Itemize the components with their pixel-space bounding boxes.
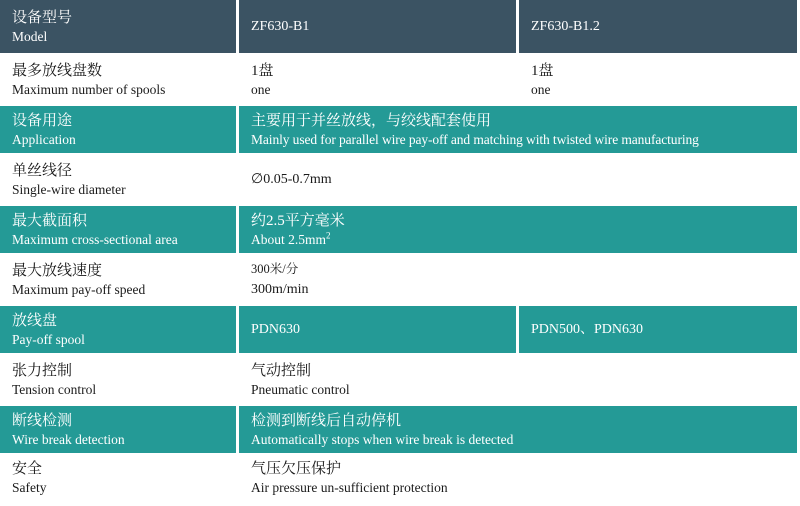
row-application-value-zh: 主要用于并丝放线，与绞线配套使用 (251, 112, 492, 129)
row-diameter-value (239, 156, 797, 203)
row-break-label-en: Wire break detection (12, 431, 125, 447)
row-spools-b-en: one (531, 81, 551, 97)
row-safety-label-zh: 安全 (12, 461, 43, 477)
row-cross-section-label (0, 206, 236, 253)
row-spools (0, 56, 800, 103)
row-safety-value-zh: 气压欠压保护 (251, 461, 342, 477)
row-cross-section-label-zh: 最大截面积 (12, 212, 88, 229)
row-speed-value (239, 256, 797, 303)
row-break-label (0, 406, 236, 453)
row-application-label-en: Application (12, 131, 76, 147)
row-safety-value (239, 456, 797, 500)
header-label-en: Model (12, 28, 48, 44)
row-diameter-label-en: Single-wire diameter (12, 181, 126, 197)
row-diameter-label-zh: 单丝线径 (12, 162, 73, 179)
row-speed (0, 256, 800, 303)
row-spool-b: PDN500、PDN630 (531, 321, 644, 337)
header-model-b-cell (519, 0, 797, 53)
row-speed-value-en: 300m/min (251, 282, 309, 297)
row-spool-a: PDN630 (251, 321, 301, 337)
header-model-a: ZF630-B1 (251, 18, 310, 34)
row-cross-section-value-en: About 2.5mm (251, 231, 327, 247)
row-safety (0, 456, 800, 500)
row-break-label-zh: 断线检测 (12, 412, 73, 429)
row-spool-value-b (519, 306, 797, 353)
header-label-zh: 设备型号 (12, 9, 73, 26)
row-cross-section (0, 206, 800, 253)
row-spools-a-zh: 1盘 (251, 62, 274, 79)
row-speed-label-zh: 最大放线速度 (12, 262, 103, 279)
row-spool-value-a (239, 306, 516, 353)
row-spools-label-zh: 最多放线盘数 (12, 62, 103, 79)
row-speed-label (0, 256, 236, 303)
header-label-cell (0, 0, 236, 53)
row-spools-label (0, 56, 236, 103)
header-model-a-cell (239, 0, 516, 53)
header-model-b: ZF630-B1.2 (531, 18, 600, 34)
row-spools-label-en: Maximum number of spools (12, 81, 166, 97)
row-application-label (0, 106, 236, 153)
diameter-symbol: ∅ (251, 171, 264, 187)
row-application (0, 106, 800, 153)
row-spools-value-b (519, 56, 797, 103)
row-safety-value-en: Air pressure un-sufficient protection (251, 480, 448, 495)
row-cross-section-value (239, 206, 797, 253)
row-spools-a-en: one (251, 81, 271, 97)
row-safety-label-en: Safety (12, 480, 47, 495)
row-break-value-en: Automatically stops when wire break is detected (251, 431, 514, 447)
row-application-value (239, 106, 797, 153)
row-speed-value-zh: 300米/分 (251, 262, 299, 276)
row-cross-section-sup: 2 (326, 230, 331, 240)
row-tension-value-en: Pneumatic control (251, 381, 350, 397)
row-break-value (239, 406, 797, 453)
diameter-value: 0.05-0.7mm (263, 171, 332, 187)
row-spool-label-zh: 放线盘 (12, 312, 58, 329)
row-diameter (0, 156, 800, 203)
row-tension (0, 356, 800, 403)
row-tension-value-zh: 气动控制 (251, 362, 312, 379)
row-diameter-value-text (251, 171, 797, 189)
row-spool (0, 306, 800, 353)
row-safety-label (0, 456, 236, 500)
header-row (0, 0, 800, 53)
row-spools-b-zh: 1盘 (531, 62, 554, 79)
row-break (0, 406, 800, 453)
row-spools-value-a (239, 56, 516, 103)
row-diameter-label (0, 156, 236, 203)
row-cross-section-value-en-wrap (251, 231, 797, 248)
row-tension-value (239, 356, 797, 403)
row-spool-label (0, 306, 236, 353)
row-tension-label (0, 356, 236, 403)
row-spool-label-en: Pay-off spool (12, 331, 85, 347)
row-tension-label-en: Tension control (12, 381, 97, 397)
row-speed-label-en: Maximum pay-off speed (12, 281, 146, 297)
row-break-value-zh: 检测到断线后自动停机 (251, 412, 402, 429)
row-tension-label-zh: 张力控制 (12, 362, 73, 379)
row-cross-section-value-zh: 约2.5平方毫米 (251, 212, 345, 229)
row-application-value-en: Mainly used for parallel wire pay-off and matching with twisted wire manufacturing (251, 131, 699, 147)
row-cross-section-label-en: Maximum cross-sectional area (12, 231, 178, 247)
row-application-label-zh: 设备用途 (12, 112, 73, 129)
